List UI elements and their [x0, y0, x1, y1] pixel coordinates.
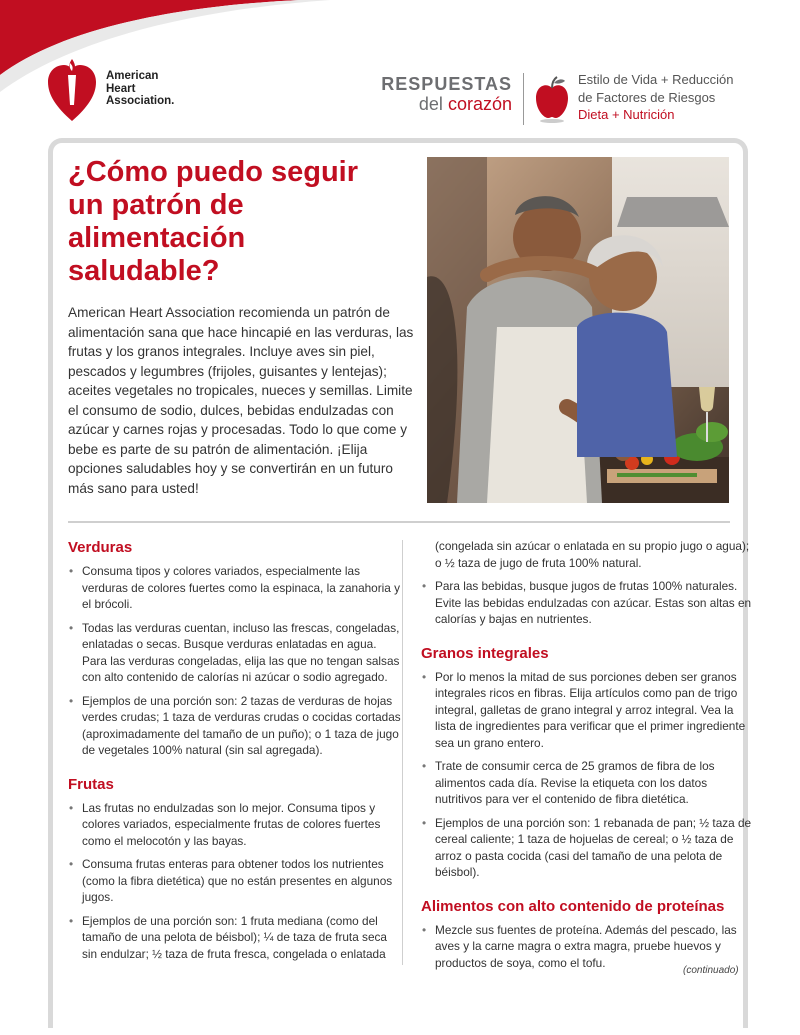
left-column	[68, 538, 401, 978]
list-item: • Para las bebidas, busque jugos de frutas 100% naturales. Evite las bebidas endulzadas con azúcar. Estas son altas en calorías y bajas en nutrientes.	[421, 578, 754, 628]
category-labels	[578, 71, 734, 124]
page-title: ¿Cómo puedo seguir un patrón de alimentación saludable?	[68, 156, 358, 287]
granos-list	[421, 669, 754, 881]
series-line-1: RESPUESTAS	[381, 74, 512, 94]
heart-torch-logo-icon	[46, 55, 98, 123]
section-frutas	[68, 775, 401, 963]
verduras-list	[68, 563, 401, 759]
frutas-list	[68, 800, 401, 963]
couple-cooking-photo	[427, 157, 729, 503]
section-proteinas	[421, 897, 754, 972]
list-item: • Ejemplos de una porción son: 1 rebanada de pan; ½ taza de cereal caliente; 1 taza de hojuelas de cereal; o ½ taza de arroz o pasta cocida (casi del tamaño de una pelota de béisbol).	[421, 815, 754, 881]
series-accent: corazón	[447, 94, 512, 114]
list-item: • Consuma tipos y colores variados, especialmente las verduras de colores fuertes como la espinaca, la zanahoria y el brócoli.	[68, 563, 401, 613]
intro-paragraph: American Heart Association recomienda un patrón de alimentación sana que hace hincapié en las verduras, las frutas y los granos integrales. Incluye aves sin piel, pescados y legumbres (frijoles, guisantes y lentejas); aceites vegetales no tropicales, nueces y semillas. Limite el consumo de sodio, dulces, bebidas endulzadas con azúcar y carnes rojas y procesadas. Todo lo que come y bebe es parte de su patrón de alimentación. ¡Elija opciones saludables hoy y se convertirán en un futuro más sano para usted!	[68, 305, 414, 496]
section-heading-granos: Granos integrales	[421, 644, 549, 662]
org-name	[106, 70, 174, 108]
list-item: • Todas las verduras cuentan, incluso las frescas, congeladas, enlatadas o secas. Busque verduras enlatadas en agua. Para las verduras congeladas, elija las que no tengan salsas con alto contenido de calorías ni azúcar o sodio agregado.	[68, 620, 401, 686]
section-heading-proteinas: Alimentos con alto contenido de proteínas	[421, 897, 725, 915]
list-item: • Consuma frutas enteras para obtener todos los nutrientes (como la fibra dietética) que no están presentes en algunos jugos.	[68, 856, 401, 906]
list-item: • Por lo menos la mitad de sus porciones deben ser granos integrales ricos en fibras. Elija artículos como pan de trigo integral, galletas de grano integral y arroz integral. Vea la lista de ingredientes para verificar que el primer ingrediente sea un grano entero.	[421, 669, 754, 752]
section-granos	[421, 644, 754, 881]
header-divider	[523, 73, 524, 125]
category-line-2: de Factores de Riesgos	[578, 89, 716, 105]
category-line-1: Estilo de Vida + Reducción	[578, 72, 734, 87]
section-frutas-continued	[421, 538, 754, 628]
continued-note: (continuado)	[683, 965, 739, 976]
series-name	[380, 74, 512, 114]
section-heading-frutas: Frutas	[68, 775, 114, 793]
org-name-line-2: Heart	[106, 82, 136, 95]
category-topic: Dieta + Nutrición	[578, 107, 675, 122]
org-name-line-1: American	[106, 70, 159, 83]
section-heading-verduras: Verduras	[68, 539, 133, 556]
section-divider	[68, 521, 730, 523]
column-divider	[402, 540, 403, 965]
series-prefix: del	[418, 94, 443, 114]
list-item: • Ejemplos de una porción son: 2 tazas de verduras de hojas verdes crudas; 1 taza de verduras crudas o cocidas cortadas (aproximadamente del tamaño de un puño); o 1 taza de jugo de vegetales 100% natural (sin sal agregada).	[68, 693, 401, 759]
aha-logo[interactable]	[46, 55, 174, 123]
right-column	[421, 538, 754, 987]
proteinas-list	[421, 922, 754, 972]
frutas-list-continued	[421, 538, 754, 628]
list-item-continued: (congelada sin azúcar o enlatada en su propio jugo o agua); o ½ taza de jugo de fruta 100% natural.	[435, 539, 750, 570]
org-name-line-3: Association.	[106, 95, 175, 108]
list-item: • Mezcle sus fuentes de proteína. Además del pescado, las aves y la carne magra o extra magra, pruebe huevos y productos de soya, como el tofu.	[421, 922, 754, 972]
list-item: • Ejemplos de una porción son: 1 fruta mediana (como del tamaño de una pelota de béisbol); ¼ de taza de fruta seca sin endulzar; ½ taza de fruta fresca, congelada o enlatada	[68, 913, 401, 963]
list-item: • Trate de consumir cerca de 25 gramos de fibra de los alimentos cada día. Revise la etiqueta con los datos nutritivos para ver el contenido de fibra dietética.	[421, 758, 754, 808]
series-line-2	[380, 94, 512, 114]
list-item: • Las frutas no endulzadas son lo mejor. Consuma tipos y colores variados, especialmente frutas de colores fuertes como el melocotón y las bayas.	[68, 800, 401, 850]
section-verduras	[68, 538, 401, 759]
apple-icon	[534, 74, 570, 124]
